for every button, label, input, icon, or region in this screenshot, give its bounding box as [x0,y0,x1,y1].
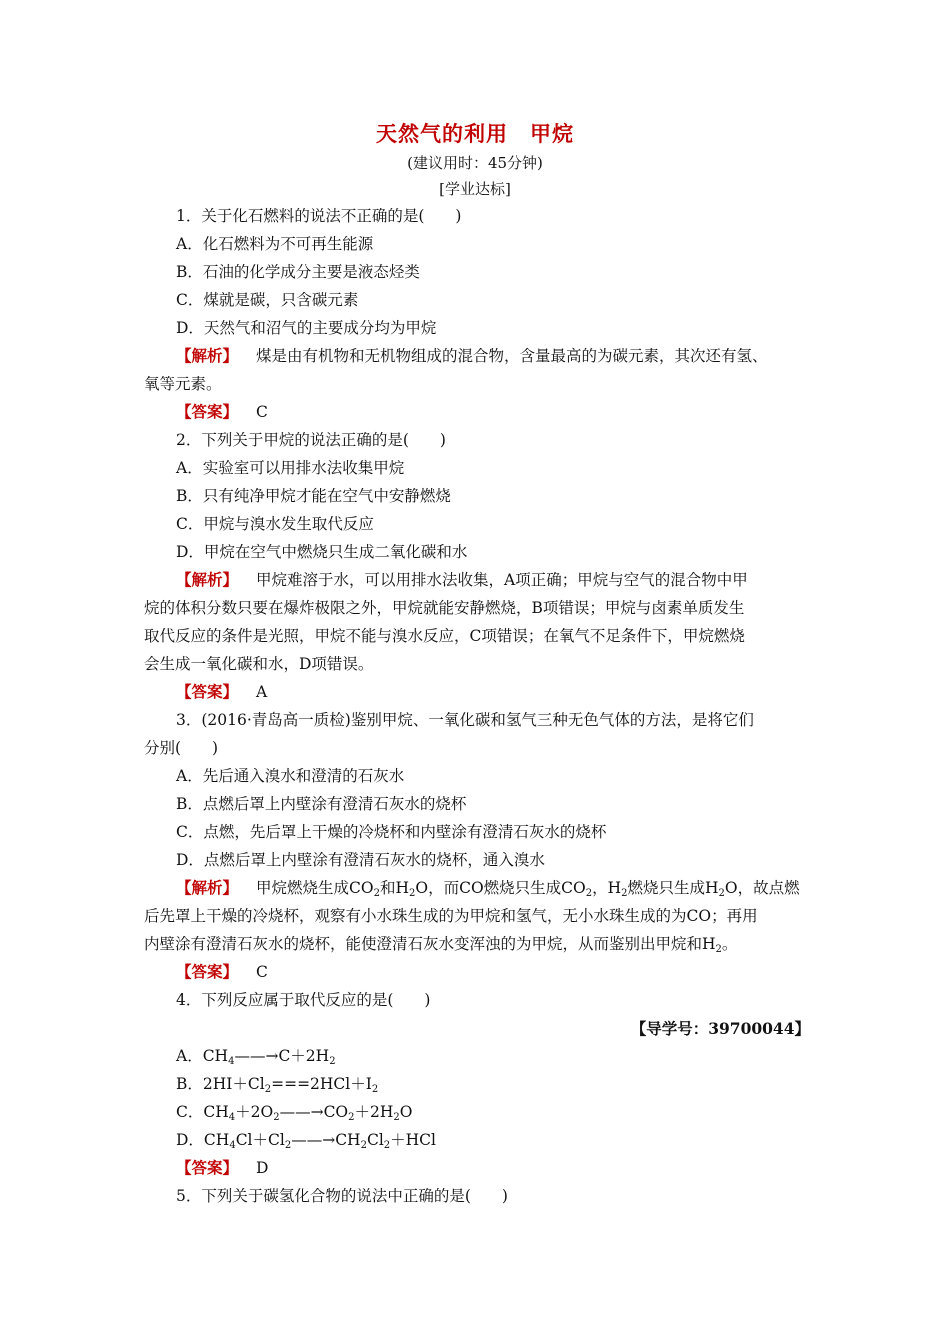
option-text: ——→CH [291,1131,361,1149]
q1-option-b: B．石油的化学成分主要是液态烃类 [176,263,420,281]
answer-value: A [256,683,268,701]
answer-tag: 【答案】 [176,402,239,421]
q4-option-d [176,1129,436,1151]
q4-option-b [176,1073,378,1095]
q4-stem: 4．下列反应属于取代反应的是( ) [176,991,431,1009]
page-title: 天然气的利用 甲烷 [376,121,574,146]
analysis-text: 。 [721,935,738,953]
subscript: 2 [715,944,722,955]
analysis-tag: 【解析】 [176,570,239,589]
q1-analysis [176,345,768,367]
section-heading: [学业达标] [439,180,511,198]
q1-option-d: D．天然气和沼气的主要成分均为甲烷 [176,319,437,337]
q2-option-b: B．只有纯净甲烷才能在空气中安静燃烧 [176,487,451,505]
subscript: 4 [228,1112,236,1123]
q3-option-d: D．点燃后罩上内壁涂有澄清石灰水的烧杯，通入溴水 [176,851,545,869]
option-text: Cl [366,1131,384,1149]
option-text: ===2HCl＋I [271,1075,372,1093]
subscript: 2 [393,1112,400,1123]
q1-stem: 1．关于化石燃料的说法不正确的是( ) [176,207,462,225]
answer-tag: 【答案】 [176,682,239,701]
subscript: 2 [371,1084,379,1095]
analysis-tag: 【解析】 [176,878,239,897]
option-text: ——→C＋2H [234,1047,330,1065]
q2-analysis-cont: 烷的体积分数只要在爆炸极限之外，甲烷就能安静燃烧，B项错误；甲烷与卤素单质发生 [144,599,745,617]
analysis-text: ，H [592,879,622,897]
q1-answer [176,401,268,423]
subscript: 4 [229,1140,236,1151]
subscript: 2 [284,1140,292,1151]
analysis-text: 燃烧只生成H [627,879,719,897]
subscript: 2 [383,1140,391,1151]
subscript: 2 [264,1084,272,1095]
subscript: 2 [409,888,416,899]
subscript: 2 [348,1112,355,1123]
q3-option-a: A．先后通入溴水和澄清的石灰水 [176,767,405,785]
option-text: C．CH [176,1103,229,1121]
subscript: 2 [373,888,380,899]
option-text: ＋2O [235,1103,274,1121]
analysis-tag: 【解析】 [176,346,239,365]
q4-option-a [176,1045,336,1067]
q2-analysis-cont: 会生成一氧化碳和水，D项错误。 [144,655,374,673]
subscript: 2 [360,1140,367,1151]
guide-number: 【导学号：39700044】 [630,1019,810,1038]
analysis-text: 甲烷难溶于水，可以用排水法收集，A项正确；甲烷与空气的混合物中甲 [256,571,748,589]
option-text: B．2HI＋Cl [176,1075,265,1093]
q2-option-a: A．实验室可以用排水法收集甲烷 [176,459,405,477]
q5-stem: 5．下列关于碳氢化合物的说法中正确的是( ) [176,1187,508,1205]
subscript: 2 [329,1056,336,1067]
q3-answer [176,961,268,983]
subscript: 2 [621,888,628,899]
q2-answer [176,681,267,703]
analysis-text: O，而CO燃烧只生成CO [415,879,586,897]
q3-analysis [176,877,800,899]
q3-analysis-cont [144,933,737,955]
option-text: ＋HCl [390,1131,436,1149]
q2-analysis-cont: 取代反应的条件是光照，甲烷不能与溴水反应，C项错误；在氧气不足条件下，甲烷燃烧 [144,627,745,645]
q3-analysis-cont: 后先罩上干燥的冷烧杯，观察有小水珠生成的为甲烷和氢气，无小水珠生成的为CO；再用 [144,907,758,925]
analysis-text: 内壁涂有澄清石灰水的烧杯，能使澄清石灰水变浑浊的为甲烷，从而鉴别出甲烷和H [144,935,716,953]
subscript: 2 [585,888,593,899]
q2-option-c: C．甲烷与溴水发生取代反应 [176,515,374,533]
analysis-text: 和H [379,879,409,897]
q1-option-a: A．化石燃料为不可再生能源 [176,235,374,253]
option-text: A．CH [176,1047,229,1065]
q3-stem: 3．(2016·青岛高一质检)鉴别甲烷、一氧化碳和氢气三种无色气体的方法，是将它们 [176,711,754,729]
q3-stem-cont: 分别( ) [144,739,219,757]
answer-value: D [256,1159,269,1177]
option-text: O [399,1103,413,1121]
q1-analysis-cont: 氧等元素。 [144,375,222,393]
subscript: 4 [228,1056,235,1067]
answer-value: C [256,963,268,981]
q2-stem: 2．下列关于甲烷的说法正确的是( ) [176,431,446,449]
option-text: ＋2H [354,1103,394,1121]
analysis-text: 煤是由有机物和无机物组成的混合物，含量最高的为碳元素，其次还有氢、 [256,347,768,365]
q1-option-c: C．煤就是碳，只含碳元素 [176,291,359,309]
answer-tag: 【答案】 [176,1158,239,1177]
q3-option-c: C．点燃，先后罩上干燥的冷烧杯和内壁涂有澄清石灰水的烧杯 [176,823,607,841]
analysis-text: O，故点燃 [724,879,800,897]
subscript: 2 [718,888,725,899]
subscript: 2 [273,1112,280,1123]
q4-answer [176,1157,268,1179]
answer-tag: 【答案】 [176,962,239,981]
q2-analysis [176,569,748,591]
option-text: D．CH [176,1131,230,1149]
q3-option-b: B．点燃后罩上内壁涂有澄清石灰水的烧杯 [176,795,467,813]
q2-option-d: D．甲烷在空气中燃烧只生成二氧化碳和水 [176,543,468,561]
answer-value: C [256,403,268,421]
analysis-text: 甲烷燃烧生成CO [256,879,374,897]
option-text: ——→CO [279,1103,349,1121]
time-suggestion: (建议用时：45分钟) [407,154,543,172]
q4-option-c [176,1101,413,1123]
option-text: Cl＋Cl [235,1131,285,1149]
